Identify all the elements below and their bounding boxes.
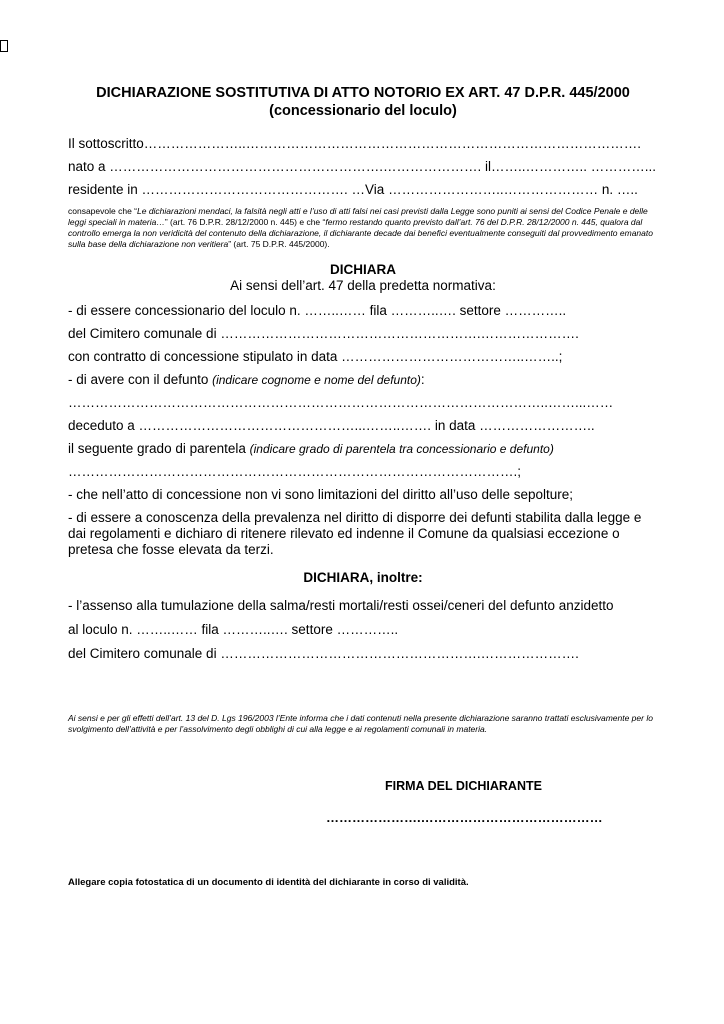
consapevole-text-2: ” (art. 76 D.P.R. 28/12/2000 n. 445) e che “ [164, 217, 326, 227]
parentela-field[interactable]: ……………………………………………………………………………………….; [68, 464, 522, 479]
defunto-colon: : [420, 372, 425, 387]
consapevole-text-3: ” (art. 75 D.P.R. 445/2000). [228, 239, 330, 249]
nato-field[interactable]: nato a …………………………………………………….…………………. il……..………….. …………... [68, 159, 657, 174]
corner-checkbox [0, 40, 8, 52]
deceduto-line[interactable]: deceduto a …………………………………………...……..……. in data …………………….. [68, 418, 595, 433]
defunto-hint: (indicare cognome e nome del defunto) [212, 373, 421, 387]
cimitero-line-2[interactable]: del Cimitero comunale di ………………………………………………….…………………. [68, 646, 579, 661]
prevalenza-line-3: pretesa che fosse elevata da terzi. [68, 542, 274, 557]
parentela-hint: (indicare grado di parentela tra concessionario e defunto) [249, 442, 554, 456]
assenso-line: - l’assenso alla tumulazione della salma/resti mortali/resti ossei/ceneri del defunto anzidetto [68, 598, 614, 613]
prevalenza-line-2: dai regolamenti e dichiaro di ritenere rilevato ed indenne il Comune da qualsiasi eccezione o [68, 526, 620, 541]
defunto-name-field[interactable]: ……………………………………………………………………………………………..……...…… [68, 395, 614, 410]
dichiara-inoltre-heading: DICHIARA, inoltre: [303, 570, 423, 585]
loculo-line[interactable]: - di essere concessionario del loculo n. ……..…… fila ………..…. settore ………….. [68, 303, 567, 318]
title-line-1: DICHIARAZIONE SOSTITUTIVA DI ATTO NOTORIO EX ART. 47 D.P.R. 445/2000 [96, 85, 630, 101]
defunto-label: - di avere con il defunto [68, 372, 213, 387]
firma-signature-line[interactable]: ………………….…………………………………… [326, 810, 603, 825]
consapevole-paragraph [68, 206, 658, 250]
prevalenza-line-1: - di essere a conoscenza della prevalenza nel diritto di disporre dei defunti stabilita dalla legge e [68, 510, 642, 525]
allegare-note: Allegare copia fotostatica di un documento di identità del dichiarante in corso di validità. [68, 877, 469, 888]
consapevole-text-1: consapevole che “ [68, 206, 137, 216]
firma-label: FIRMA DEL DICHIARANTE [385, 779, 542, 793]
ai-sensi-text: Ai sensi dell’art. 47 della predetta normativa: [230, 278, 496, 293]
defunto-line [68, 372, 425, 388]
consapevole-quote-2: fermo restando quanto previsto dall’art. 76 del D.P.R. 28/12/2000 n. 445, qualora dal controllo emerga la non veridicità del contenuto della dichiarazione, il dichiarante decade dai benefici eventualmente conseguiti dal provvedimento emanato sulla base della dichiarazione non veritiera [68, 217, 653, 249]
residente-field[interactable]: residente in ………………………………………. …Via ……………………..………………… n. ….. [68, 182, 638, 197]
parentela-line [68, 441, 554, 457]
declaration-form [68, 84, 658, 888]
title-line-2: (concessionario del loculo) [269, 103, 457, 119]
contratto-line[interactable]: con contratto di concessione stipulato in data …………………………………..……..; [68, 349, 563, 364]
cimitero-line[interactable]: del Cimitero comunale di ………………………………………………….…………………. [68, 326, 579, 341]
dichiara-heading: DICHIARA [330, 262, 396, 277]
sottoscritto-field[interactable]: Il sottoscritto…………………..……………………………………………………………………………. [68, 136, 642, 151]
loculo-line-2[interactable]: al loculo n. ……..…… fila ………..…. settore ………….. [68, 622, 399, 637]
parentela-label: il seguente grado di parentela [68, 441, 250, 456]
limitazioni-line: - che nell’atto di concessione non vi sono limitazioni del diritto all’uso delle sepolture; [68, 487, 574, 502]
privacy-notice: Ai sensi e per gli effetti dell’art. 13 del D. Lgs 196/2003 l’Ente informa che i dati contenuti nella presente dichiarazione saranno trattati esclusivamente per lo svolgimento dell’attività e per l’assolvimento degli obblighi di cui alla legge e ai regolamenti comunali in materia. [68, 713, 653, 734]
form-title [68, 84, 658, 120]
consapevole-quote-1: Le dichiarazioni mendaci, la falsità negli atti e l’uso di atti falsi nei casi previsti dalla Legge sono puniti ai sensi del Codice Penale e delle leggi speciali in materia… [68, 206, 648, 227]
